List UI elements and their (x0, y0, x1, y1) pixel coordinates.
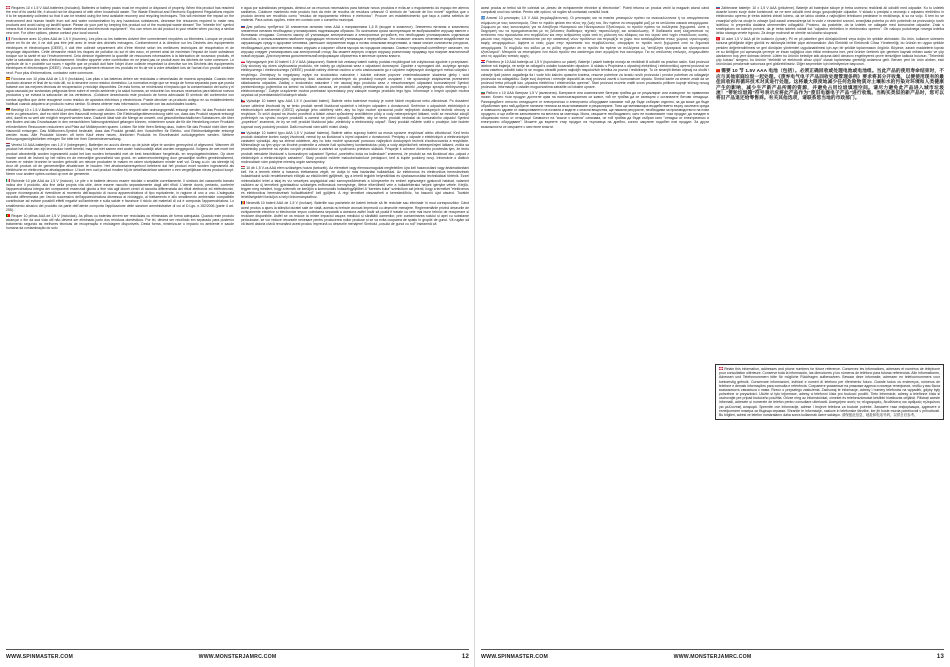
flag-icon (241, 99, 245, 102)
right-column-2 (716, 6, 944, 645)
battery-notice-hu: 10 db 1,5 V-os AAA elem szükséges hozzá (tartozék). Az elemeket vagy elemcsomagokat megfelelően újra kell hasznosítani vagy ártalmatlanítani kell. Ha a termék elérte a hasznos élettartama végét, ne dobja ki más háztartási hulladékkal. Az elektromos és elektronikus berendezések hulladékairól szóló rendelkezések előírják az elkülönített gyűjtését, így a lehető legjobb helyreállítási és újrahasznosítási technikákkal történik. Ezzel minimalizálni lehet a talaj és víz veszélyes anyagokkal való szennyeződésének a környezetre és emberi egészségre gyakorolt hatását, valamint csökken az új termékek gyártásához szükséges erőforrások mennyisége, illetve elkerülhető vele a hulladéklerakó helyek igénybe vétele. Kérjük, tegyen meg mindent, hogy a termék ne kerüljön a kommunális hulladékgyűjtőbe! A "kerekes kuka" szimbólum azt jelenti, hogy a terméket "elektromos és elektronikus berendezések hulladékaként" kell gyűjteni. A régi terméket visszaviheti a kereskedőhöz, ha hasonló újat vásárol. További lehetőségekért forduljon a helyi önkormányzathoz. (241, 166, 469, 200)
battery-notice-ru: Для работы требуется 10 элементов питания типа AAA с напряжением 1,5 В (входят в комплект). Элементы питания и комплекты элементов питания необходимо утилизировать надлежащим образом. По окончании срока эксплуатации не выбрасывайте игрушку вместе с бытовыми отходами. Согласно закону об утилизации электрических и электронных устройств, его необходимо утилизировать отдельным способом, с использованием наиболее подходящих технологий утилизации и переработки. Это позволит снизить негативное воздействие на окружающую среду и здоровье человека, уменьшит загрязнение воды и почвы опасными веществами, а также снизит количество ресурсов, необходимых для изготовления новых игрушек и сократит объем мусора на городских свалках. Символ «мусорный контейнер» означает, что игрушку следует утилизировать как электронный отход. Вы можете вернуть старую игрушку розничному продавцу при покупке аналогичной новой игрушки. Для получения дополнительной информации обратитесь в местные органы власти. (241, 24, 469, 58)
page-number-left: 12 (461, 653, 469, 660)
footer-website-left-2[interactable]: WWW.SPINMASTER.COM (481, 653, 548, 660)
battery-notice-cn: 需要 10 节 1.5V AAA 电池（包括）。必须正确回收或处理电池或电池组。当此产品的使用寿命结束时，不应与其他家庭垃圾一起处理。《废弃电气电子产品回收处理管理条例》要求将其分开收集，以便使用现有的最佳回收和再循环技术对其进行处理。这将最大限度地减少任何危险物质对土壤和水的污染对环境和人类健康产生的影响，减少生产新产品所需的资源，并避免占用垃圾填埋空间。请尽力避免此产品进入城市垃圾流！“带轮垃圾箱”符号表示应将此产品作为“废旧电器电子产品”进行收集。当购买类似的新产品时，您可以将旧产品退还给零售商。有关其他选项，请联系您当地的市政部门。 (716, 68, 944, 101)
flag-icon (241, 201, 245, 204)
flag-icon (6, 108, 10, 111)
flag-icon (241, 25, 245, 28)
footer-rule-left (6, 649, 469, 650)
flag-icon (719, 367, 723, 370)
flag-icon (716, 37, 720, 40)
flag-icon (6, 37, 10, 40)
flag-icon (481, 60, 485, 63)
footer-website-center[interactable]: WWW.MONSTERJAMRC.COM (198, 653, 277, 660)
left-column-1 (6, 6, 234, 645)
retain-information-text: Retain this information, addresses and phone numbers for future reference. Conservez les informations, adresses et numéros de téléphone pour consultation ultérieure. Conserve toda la información, las direcciones y los números de teléfono para futuras referencias. Alle Informationen, Adressen und Telefonnummern bitte für mögliche Rückfragen aufbewahren. Bewaar deze informatie, adressen en telefoonnummers voor toekomstig gebruik. Conservare informazioni, indirizzi e numeri di telefono per riferimento futuro. Guarde todos os endereços, números de telefone e demais informações para consulta e referência. Сохраните указанные на упаковке адреса и номера телефонов, чтобы у вас была возможность связаться с нами. Rzecz o przyszłego zasłużenia. Zachowaj te informacje, adresy i numery telefonów na wypadek, gdyby były potrzebne w przyszłości. Uložte si tyto informace, adresy a telefonní čísla pro budoucí použití. Tieto informácie, adresy a telefónne čísla si uschovajte pre prípad budúceho použitia. Őrizze meg az információkat, címeket és telefonszámokat későbbi hivatkozás céljából. Păstrați aceste informații, adresele și numerele de telefon pentru consultare ulterioară. Διατηρήστε αυτές τις πληροφορίες, διευθύνσεις και αριθμούς τηλεφώνου για μελλοντική αναφορά. Spremite ove informacije, adrese i brojeve telefona za buduće potrebe. Запазете тази информация, адресите и телефонните номера за бъдещи справки. Shranite te informacije, naslove in telefonske številke, ker jih boste morda potrebovali v prihodnosti. Bu bilgileri, adresi ve telefon numaralarını daha sonra kullanmak üzere saklayın. 请保留此信息、地址和电话号码，以供日后参考。 (719, 367, 940, 417)
battery-notice-nl: Vereist 10 AAA-batterijen van 1,5 V (inbegrepen). Batterijen en accu's dienen op de juiste wijze te worden gerecycled of afgevoerd. Wanneer dit product het einde van zijn levensduur heeft bereikt, mag het niet samen met ander huishoudelijk afval worden weggegooid. Volgens de wet moet het product afzonderlijk worden ingezameld zodat het kan worden behandeld met de best beschikbare hergebruik- en recyclagetechnieken. Op deze manier wordt de invloed op het milieu en de menselijke gezondheid van grond- en waterverontreiniging door gevaarlijke stoffen geminimaliseerd, hoeven er minder bronnen te worden gebruikt om nieuwe producten te maken en raken stortplaatsen minder snel vol. Draag a.u.b. uw steentje bij door dit product uit de gemeentelijke afvalstroom te houden. Het afvalcontainersymbool betekent dat het product moet worden ingezameld als elektrische en elektronische afvalapparatuur. U kunt een oud product inruilen bij de detailhandelaar wanneer u een vergelijkbaar nieuw product koopt. Neem voor andere opties contact op met de gemeente. (6, 143, 234, 177)
left-page-columns (6, 6, 469, 645)
battery-notice-fr: Fonctionne avec 10 piles AAA de 1,5 V (fournies). Les piles ou les batteries doivent être correctement recyclées ou éliminées. Lorsque ce produit arrive en fin de vie, il ne doit pas être jeté avec le reste des déchets ménagers. Conformément à la directive sur les Déchets des équipements électriques et électroniques (DEEE), il doit être collecté séparément afin d'être éliminé selon les meilleures techniques de récupération et de recyclage disponibles. Cette démarche réduit les risques de pollution du sol et des eaux, et permet ainsi de minimiser l'impact de toute substance toxique sur la santé et sur l'environnement. Cela diminue également la quantité de ressources nécessaires à la fabrication de nouveaux produits, et évite la saturation des sites d'enfouissement. Veuillez apporter votre contribution en ne jetant pas ce produit avec les déchets de votre commune. Le symbole de la « poubelle sur roues » signifie que ce produit doit faire l'objet d'une collecte respectant la directive sur les Déchets des équipements électriques et électroniques (DEEE). Vous pouvez également retourner les produits en fin de vie à votre détaillant lors de l'achat d'un produit similaire neuf. Pour plus d'informations, contactez votre commune. (6, 37, 234, 75)
battery-notice-sk: Vyžaduje 10 batérií typu AAA 1,5 V (súčasť balenia). Batérie alebo súpravy batérií sa musia správne recyklovať alebo zlikvidovať. Keď tento produkt dosiahne koniec svojej životnosti, nemal by sa likvidovať s inými odpadmi z domácnosti. Predpisy o odpade z elektrických a elektronických zariadení vyžadujú, aby sa zbieral oddelene, aby ho bolo možné spracovať pomocou najlepších dostupných techník zhodnocovania a recyklácie. Minimalizuje sa tým vplyv na životné prostredie a zdravie ľudí spôsobený kontamináciou pôdy a vody akýmikoľvek nebezpečnými látkami, znížia sa prostriedky potrebné na výrobu nových produktov a zabráni sa využívaniu priestoru skládok. Prispejte k ochrane životného prostredia tým, že tento produkt nebudete likvidovať s komunálnym odpadom! Symbol „smetného koša na kolieskach" znamená, že produkt sa má likvidovať ako „odpad z elektrických a elektronických zariadení". Starý produkt môžete maloobchodníkovi predajcovi, keď si kúpite podobný nový. Informácie o ďalších možnostiach vám poskytne miestny orgán samosprávy. (241, 130, 469, 164)
page-number-right: 13 (936, 653, 944, 660)
left-column-2 (241, 6, 469, 645)
battery-notice-ro: Necesită 10 baterii AAA de 1,5 V (incluse). Bateriile sau pachetele de baterii trebuie să fie reciclate sau eliminate în mod corespunzător. Când acest produs a ajuns la sfârșitul duratei sale de viață, acesta nu trebuie aruncat împreună cu deșeurile menajere. Reglementările privind deșeurile de echipamente electrice și electronice impun colectarea separată a acestora astfel încât să poată fi tratate cu cele mai bune tehnici de recuperare și reciclare disponibile. Astfel se va reduce la minim impactul asupra mediului și sănătății oamenilor, prin contaminarea solului și apei cu substanțe periculoase, se vor reduce resursele necesare pentru producerea noilor produse și se va evita ocuparea de spațiu în gropile de gunoi. Vă rugăm să vă faceți datoria civică renunțând acest produs împreună cu deșeurile menajere! Simbolul „coșului de gunoi cu roți" înseamnă că (241, 201, 469, 227)
battery-notice-hr: Potrebno je 10 AAA baterija od 1,5 V (isporučeno uz paket). Baterije i paketi baterija moraju se reciklirati ili odložiti na pravilan način. Kad proizvod istekne rok trajanja, ne smije se odlagati s ostalim kućanskim otpadom. U skladu s Propisima o otpadnoj električnoj i elektroničkoj opremi proizvod se mora zasebno odložiti kako bi se mogao obraditi putem najboljih raspoloživih tehnika za povrat i recikliranje. To će smanjiti štetan utjecaj na okoliš i zdravlje ljudi putem zagađenja tla i vode bilo kakvim opasnim tvarima, resurse potrebne za izradu novih proizvoda i prostor potreban za odlaganje proizvoda na odlagalištu. Dajte svoj doprinos i nemojte dopustiti da ovaj proizvod završi u komunalnom otpadu. Simbol kante za smeće znači da se proizvod treba prikupiti kao „otpadna električna i elektronička oprema". Stari proizvod možete vratiti svom prodavaču prilikom kupnje sličnog novog proizvoda. Informacije o ostalim mogućnostima zatražite od lokalne uprave. (481, 60, 709, 89)
flag-icon (6, 179, 10, 182)
retain-information-box (715, 364, 944, 420)
footer-website-center-2[interactable]: WWW.MONSTERJAMRC.COM (673, 653, 752, 660)
battery-notice-pt: Requer 10 pilhas AAA de 1,5 V (incluídas). As pilhas ou baterias devem ser recicladas ou eliminadas de forma adequada. Quando este produto alcançar o fim da sua vida útil não deverá ser eliminado junto dos resíduos domésticos. Por lei, deverá ser recolhido em separado para posterior tratamento segundo as melhores técnicas de recuperação e reciclagem disponíveis. Desta forma, minimiza-se o impacto no ambiente e saúde humana da contaminação do solo (6, 214, 234, 231)
battery-notice-si: Zahtevane baterije: 10 x 1,5 V AAA (priložene). Baterije ali baterijske sklope je treba ustrezno reciklirati ali odložiti med odpadke. Ko to izdelek doseže konec svoje dobe koristnosti, se ne sme odložiti med drugo gospodinjske odpadke. V skladu s predpisi o ravnanju z odpadno električno in elektronsko opremo je treba izdelek zbirati ločeno, da se lahko obdela z najboljšimi tehnikami predelave in recikliranja, ki so na voljo. S tem bo se zmanjšal vpliv na okolje in zdravje ljudi zaradi onesnaženja tal in vode z nevarnimi snovmi, zmanjšala potreba po virih potrebnih za proizvodnjo novih izdelkov, in preprečila dodatna obremenitev odlagališč. Prosimo, da poskrbite, da ta izdelek ne odlagate med komunalne odpadke. Znak s smetnjakom na kolesih pomeni, da je treba izdelek oddati kot "odpadno električno in elektronsko opremo". Ob nakupu podobnega novega izdelka lahko staraga vrnete trgovcu. Za druge možnosti se obrnite na lokalno skupnost. (716, 6, 944, 36)
battery-notice-en: Requires 10 x 1.5 V AAA batteries (included). Batteries or battery packs must be recycled or disposed of properly. When this product has reached the end of its useful life, it should not be disposed of with other household waste. The Waste Electrical and Electronic Equipment Regulations require it to be separately collected so that it can be treated using the best available recovery and recycling techniques. This will minimize the impact on the environment and human health from soil and water contamination by any hazardous substances, decrease the resources required to make new products and avoid using up landfill space. Please do your part by keeping this product out of the municipal waste stream! The "wheelie bin" symbol means that it should be collected as "waste electrical and electronic equipment". You can return an old product to your retailer when you buy a similar new one. For other options, please contact your local council. (6, 6, 234, 36)
flag-icon (6, 214, 10, 217)
footer-website-left[interactable]: WWW.SPINMASTER.COM (6, 653, 73, 660)
flag-icon (241, 166, 245, 169)
footer-right (481, 651, 944, 662)
battery-notice-ro-cont: acest produs ar trebui să fie colectat ca „deșeu de echipamente electrice și electronice". Puteți returna un produs vechi la magazin atunci când cumpărați unul nou similar. Pentru alte opțiuni, vă rugăm să contactați consiliul local. (481, 6, 709, 15)
flag-icon (481, 91, 485, 94)
flag-icon (241, 131, 245, 134)
battery-notice-it: Richiede 10 pile AAA da 1,5 V (incluse). Le pile o le batterie devono essere riciclate o smaltite correttamente. Il simbolo del cassonetto barrato indica che il prodotto, alla fine della propria vita utile, deve essere raccolto separatamente dagli altri rifiuti. L'utente dovrà, pertanto, conferire l'apparecchiatura integra dei componenti essenziali giunta a fine vita agli idonei centri di raccolta differenziata dei rifiuti elettronici ed elettrotecnici, oppure riconsegnarla al rivenditore al momento dell'acquisto di nuova apparecchiatura di tipo equivalente, in ragione di uno a uno. L'adeguata raccolta differenziata per l'avvio successivo dell'apparecchiatura dismessa al riciclaggio, al trattamento e allo smaltimento ambientale compatibile contribuisce ad evitare possibili effetti negativi sull'ambiente e sulla salute e favorisce il riciclo dei materiali di cui è composta l'apparecchiatura. Lo smaltimento abusivo del prodotto da parte dell'utente comporta l'applicazione delle sanzioni amministrative di cui al D.Lgs. n.152/2006 (parte 4 art. 255). (6, 178, 234, 212)
flag-icon (241, 60, 245, 63)
battery-notice-bg: Работи с 10 AAA батерии 1,5 V (включени). Батериите или комплектите батерии трябва да се рециклират или изхвърлят по правилния начин. Когато този продукт достигне края на експлоатационния си живот, той не трябва да се изхвърля с останалите битови отпадъци. Разпоредбите относно отпадъците от електрическо и електронно оборудване изискват той да бъде събиран отделно, за да може да бъде обработван чрез най-добрите налични техники за възстановяване и рециклиране. Това ще минимизира въздействието върху околната среда и човешкото здраве от замърсяването на почвата и водите с опасни вещества, ще намали ресурсите, необходими за производството на нови продукти, и ще избегне запълването на местата за сметища. Моля, свършете необходимото, като не позволявате този продукт да попадне в общинския поток от отпадъци! Символът на "кошче с колела" означава, че той трябва да бъде събран като "отпадък от електрическо и електронно оборудване". Можете да върнете стар продукт на търговеца на дребно, когато закупите подобен нов продукт. За други възможности се свържете с местните власти. (481, 91, 709, 129)
battery-notice-de: Benötigt 10 x 1,5-V-Batterien AAA (enthalten). Batterien oder Akkus müssen recycelt oder ordnungsgemäß entsorgt werden. Ist das Produkt nicht mehr zu gebrauchen, darf es nicht über den Hausmüll entsorgt werden. Die Elektroaltgeräteverordnung sieht vor, dass das Produkt separat entsorgt wird, damit es so weit wie möglich recycelt werden kann. Dadurch lässt sich die Menge an umwelt- und gesundheitsschädlichen Substanzen, die über den Boden und das Grundwasser in den menschlichen Nahrungskreislauf gelangen können, minimieren sowie die für die Herstellung neuer Produkte erforderlichen Ressourcen reduzieren und Platz auf Mülldeponien sparen. Leisten Sie bitte Ihren Beitrag dazu, indem Sie das Produkt nicht über den Hausmüll entsorgen. Das Mülltonnen-Symbol bedeutet, dass das Produkt gemäß den Vorschriften für Elektro- und Elektronikaltgeräte entsorgt werden muss. Alte Produkte können oft beim Kauf eines neuen, ähnlichen Produkts im Einzelhandel zurückgegeben werden. Weitere Entsorgungsmöglichkeiten erfragen Sie bitte bei Ihrer Gemeindeverwaltung. (6, 107, 234, 142)
flag-icon (6, 143, 10, 146)
flag-icon (716, 69, 720, 72)
right-column-1 (481, 6, 709, 645)
battery-notice-tr: 10 adet 1,5 V AAA pil ile kullanılır (içinde). Pil ve pil paketleri geri dönüştürülmeli veya doğru bir şekilde atılmalıdır. Bu ürün, kullanım süresinin sonuna geldiğinde diğer günlük ev atıklarıyla birlikte çöpe atılmamalıdır. Atık Elektrikli ve Elektronik Cihaz Yönetmeliği, bu ürünün en uygun şekilde yeniden değerlendirilmesi ve geri dönüşüm yöntemleri uygulanabilmesi için ayrı bir şekilde toplanmasını öngörür. Böylece, zararlı maddelerin toprak ve su kirliliğine yol açmasıyla çevreye ve insan sağlığına olan etkisi minimuma iner, yeni ürünler üretmek için gereken kaynak miktarı azalır ve çöp alanlarının boş yere dolması önlenir. Lütfen bu ürünün belediye atık akışına dahil olmasını engelleyerek çevre temizliğine katkıda bulunun. "Tekerlekli çöp kutusu" simgesi, bu ürünün "elektrikli ve elektronik cihaz çöpü" olarak toplanması gerektiği anlamına gelir. Benzer yeni bir ürün alırken, eski ürününüzü perakende satıcınıza geri götürebilirsiniz. Diğer seçenekler için belediyenize başvurun. (716, 37, 944, 67)
flag-icon (6, 77, 10, 80)
battery-notice-es: Funciona con 10 pilas AAA de 1,5 V (incluidas). Las pilas o las baterías deben ser recicladas o desechadas de manera apropiada. Cuando este producto alcance el final de su vida útil, no lo deseche como residuo doméstico. La normativa exige que se recoja de forma separada para que pueda tratarse con las mejores técnicas de recuperación y reciclaje disponibles. De esta forma, se minimizará el impacto que la contaminación del suelo y el agua causada por sustancias peligrosas tiene sobre el medio ambiente y la salud humana, se reducirán los recursos necesarios para fabricar nuevos productos y se evitará la saturación de los vertederos. ¡Colabore desechando este producto de forma adecuada! El símbolo del contenedor con ruedas significa que debe recogerse como residuo de aparatos eléctricos y electrónicos. Puede devolver un producto antiguo en su establecimiento habitual cuando adquiera un producto nuevo similar. Si desea obtener más información, consulte con las autoridades locales. (6, 76, 234, 106)
right-page (475, 0, 950, 667)
battery-notice-cz: Vyžaduje 10 baterií typu AAA 1,5 V (součástí balení). Baterie nebo bateriové moduly je nutné řádně recyklovat nebo zlikvidovat. Po dosažení konce užitečné životnosti by se tento produkt neměl likvidovat společně s běžným odpadem z domácnosti. Směrnice o odpadních elektrických a elektronických zařízeních (OEEZ) vyžaduje jeho oddělený sběr, aby ho bylo možné zpracovat podle nejlepších dostupných technik obnovy a recyklace. To sníží dopad na životní prostředí a lidské zdraví způsobený znečištěním půdy a vody nebezpečnými látkami, sníží se množství zdrojů potřebných na výrobu nových produktů a zamezí se plnění odpadů. Zajistěte, aby se tento produkt nedostal do komunálního odpadu! Symbol „popelnice" znamená, že by se měl produkt likvidovat jako „elektrický a elektronický odpad". Starý produkt můžete vrátit u prodejce, kde budete kupovat nový podobný produkt. Další možnosti vám sdělí místní úřady. (241, 99, 469, 129)
battery-notice-pl: Wymaganych jest 10 baterii 1,5 V AAA (dołączone). Baterie lub zestawy baterii należy poddać recyklingowi lub zutylizować zgodnie z przepisami. Gdy skończy się okres użytkowania produktu, nie należy go utylizować wraz z odpadami domowymi. Zgodnie z wymogami dot. zużytego sprzętu elektrycznego i elektronicznego (WEEE) produkt należy zbierać osobno w celu zastosowania go z użyciem najlepszych dostępnych metod odzysku i recyklingu. Zmniejszy to negatywny wpływ na środowisko naturalne i ludzkie zdrowie poprzez zminimalizowanie skażenia gleby i wód niebezpiecznymi substancjami, ograniczy ilość zasobów potrzebnych do produkcji nowych urządzeń i nie spowoduje zwiększenia przestrzeni składowania odpadów. Zadbaj o środowisko naturalne i nie usuwaj tego produktu wraz z niesortowanymi odpadami komunalnymi! Symbol przekreślonego pojemnika na śmieci na kółkach oznacza, że produkt należy przekazywać do punktów zbiórki „zużytego sprzętu elektrycznego i elektronicznego". Zużyte urządzenie można przekazać sprzedawcy przy zakupie nowego produktu tego typu. Informacje o innych opcjach można uzyskać od przedstawicieli lokalnych władz. (241, 60, 469, 98)
battery-notice-gr: Απαιτεί 10 μπαταρίες 1,5 V AAA (περιλαμβάνονται). Οι μπαταρίες και τα πακέτα μπαταριών πρέπει να ανακυκλώνονται ή να απορρίπτονται σύμφωνα με τους κανονισμούς. Όταν το προϊόν φτάσει στο τέλος της ζωής του, δεν πρέπει να απορριφθεί μαζί με τα υπόλοιπα οικιακά απορρίμματα. Σύμφωνα με τους κανονισμούς για τα Απόβλητα Ηλεκτρικού και Ηλεκτρονικού Εξοπλισμού, το προϊόν πρέπει να συλλέγεται ξεχωριστά, ώστε η διαχείρισή του να πραγματοποιείται με τις βέλτιστες διαθέσιμες τεχνικές περισυλλογής και ανακύκλωσης. Η διαδικασία αυτή ελαχιστοποιεί τις αντίκτυπο που προκαλείται στο περιβάλλον και στην ανθρώπινη υγεία από τη μόλυνση του εδάφους και του νερού από τυχόν επικίνδυνες ουσίες, μειώνει τους πόρους που απαιτούνται για την κατασκευή νέων προϊόντων και περιορίζει το χώρο που καταλαμβάνεται στους χώρους υγειονομικής ταφής απορριμμάτων. Αφήστε κι εσείς χώρο στην προστασία του περιβάλλοντος: απορρίψτε το προϊόν αυτό ξεχωριστά από τα δημοτικά απορρίμματα. Το σύμβολο του κάδου με τις ρόδες σημαίνει ότι το προϊόν θα πρέπει να συλλέγεται ως "απόβλητο ηλεκτρικού και ηλεκτρονικού εξοπλισμού". Μπορείτε να επιστρέψετε ένα παλιό προϊόν στο κατάστημα όταν αγοράζετε ένα καινούργιο. Για τις υπόλοιπες επιλογές, ενημερωθείτε από τις αρμόδιες τοπικές αρχές. (481, 16, 709, 58)
footer-left (6, 651, 469, 662)
battery-notice-pt-cont: e água por substâncias perigosas, diminui-se os recursos necessários para fabricar novos produtos e evita-se o esgotamento do espaço em aterros sanitários. Colabore mantendo este produto fora da rede de recolha de resíduos urbanos! O símbolo de "caixote de lixo móvel" significa que o produto deverá ser recolhido como "resíduo de equipamento elétrico e eletrónico". Procure um estabelecimento que faça a coleta seletiva de material. Para outras opções, entre em contato com o conselho municipal. (241, 6, 469, 23)
flag-icon (716, 6, 720, 9)
footer-rule-right (481, 649, 944, 650)
flag-icon (6, 6, 10, 9)
flag-icon (481, 16, 485, 19)
right-page-columns (481, 6, 944, 645)
